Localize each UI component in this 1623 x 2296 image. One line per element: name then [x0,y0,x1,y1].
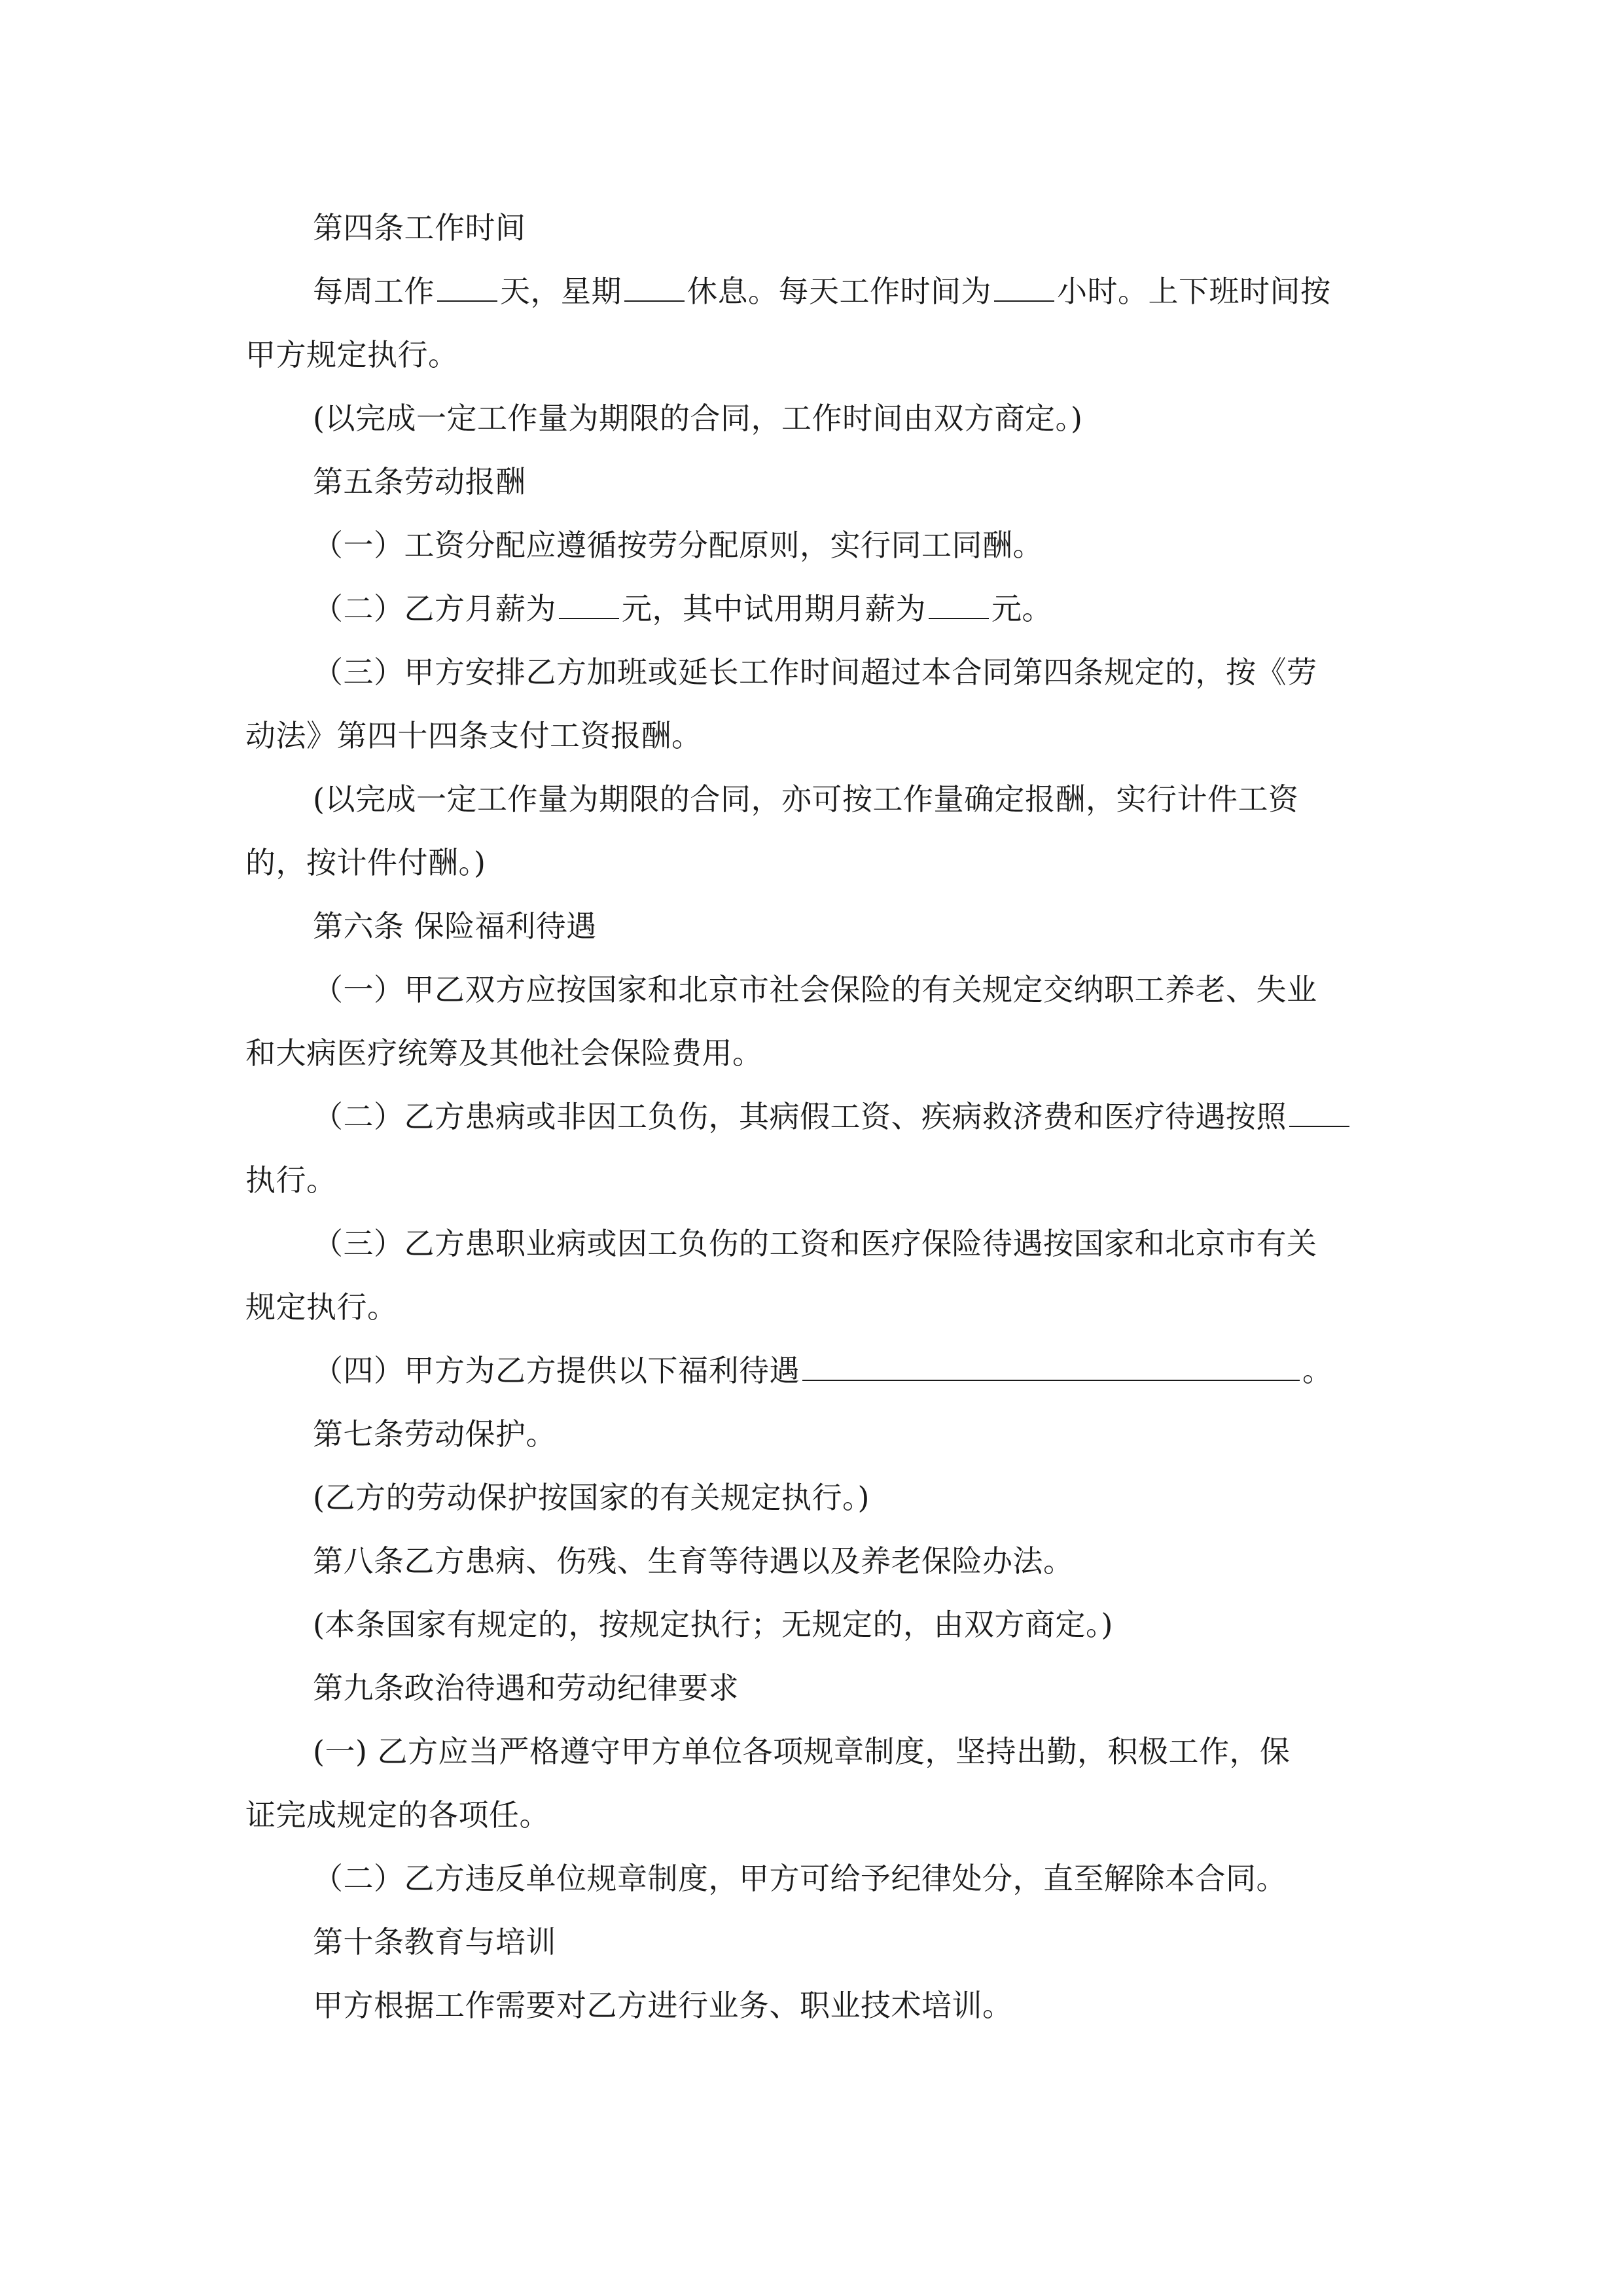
article-8-note: (本条国家有规定的，按规定执行；无规定的，由双方商定。) [313,1607,1113,1642]
text-segment: 元，其中试用期月薪为 [622,591,926,626]
article-5-title: 第五条劳动报酬 [313,464,526,499]
text-segment: 天，星期 [500,274,622,309]
text-segment: （四）甲方为乙方提供以下福利待遇 [313,1353,800,1388]
text-segment: 。 [1302,1353,1333,1388]
article-6-title: 第六条 保险福利待遇 [313,908,597,944]
article-4-title: 第四条工作时间 [313,210,526,245]
article-6-item-2-line-2: 执行。 [245,1162,337,1198]
text-segment: 休息。每天工作时间为 [687,274,991,309]
text-segment: 每周工作 [313,274,435,309]
article-6-item-1-line-1: （一）甲乙双方应按国家和北京市社会保险的有关规定交纳职工养老、失业 [313,972,1317,1007]
blank-sick-leave-basis [1289,1096,1349,1127]
text-segment: 元。 [991,591,1052,626]
blank-hours-per-day [994,270,1054,302]
article-8-title: 第八条乙方患病、伤残、生育等待遇以及养老保险办法。 [313,1543,1074,1579]
article-9-item-2: （二）乙方违反单位规章制度，甲方可给予纪律处分，直至解除本合同。 [313,1861,1287,1896]
document-body [245,196,1381,2037]
article-7-title: 第七条劳动保护。 [313,1416,556,1452]
article-4-line-1 [245,260,1381,323]
article-5-item-3-line-2: 动法》第四十四条支付工资报酬。 [245,718,702,753]
article-7-note: (乙方的劳动保护按国家的有关规定执行。) [313,1480,870,1515]
article-10-title: 第十条教育与培训 [313,1924,556,1960]
blank-days-per-week [437,270,497,302]
article-4-note: (以完成一定工作量为期限的合同，工作时间由双方商定。) [313,401,1083,436]
article-6-item-4 [245,1339,1381,1403]
article-9-item-1-line-2: 证完成规定的各项任。 [245,1797,550,1833]
article-9-item-1-line-1: (一) 乙方应当严格遵守甲方单位各项规章制度，坚持出勤，积极工作，保 [313,1734,1291,1769]
article-5-item-3-line-1: （三）甲方安排乙方加班或延长工作时间超过本合同第四条规定的，按《劳 [313,655,1317,690]
blank-welfare-benefits [802,1350,1300,1381]
article-6-item-1-line-2: 和大病医疗统筹及其他社会保险费用。 [245,1035,763,1071]
text-segment: 小时。上下班时间按 [1057,274,1331,309]
article-5-note-line-1: (以完成一定工作量为期限的合同，亦可按工作量确定报酬，实行计件工资 [313,781,1299,817]
article-6-item-3-line-2: 规定执行。 [245,1289,398,1325]
article-9-title: 第九条政治待遇和劳动纪律要求 [313,1670,739,1706]
article-10-line-1: 甲方根据工作需要对乙方进行业务、职业技术培训。 [313,1988,1013,2023]
text-segment: （二）乙方患病或非因工负伤，其病假工资、疾病救济费和医疗待遇按照 [313,1099,1287,1134]
article-6-item-3-line-1: （三）乙方患职业病或因工负伤的工资和医疗保险待遇按国家和北京市有关 [313,1226,1317,1261]
blank-probation-salary [929,588,989,619]
text-segment: （二）乙方月薪为 [313,591,556,626]
article-5-item-2 [245,577,1381,641]
article-5-note-line-2: 的，按计件付酬。) [245,845,486,880]
article-4-line-2: 甲方规定执行。 [245,337,459,372]
article-6-item-2-line-1 [245,1085,1381,1149]
blank-monthly-salary [559,588,619,619]
article-5-item-1: （一）工资分配应遵循按劳分配原则，实行同工同酬。 [313,528,1043,563]
blank-rest-day [624,270,685,302]
